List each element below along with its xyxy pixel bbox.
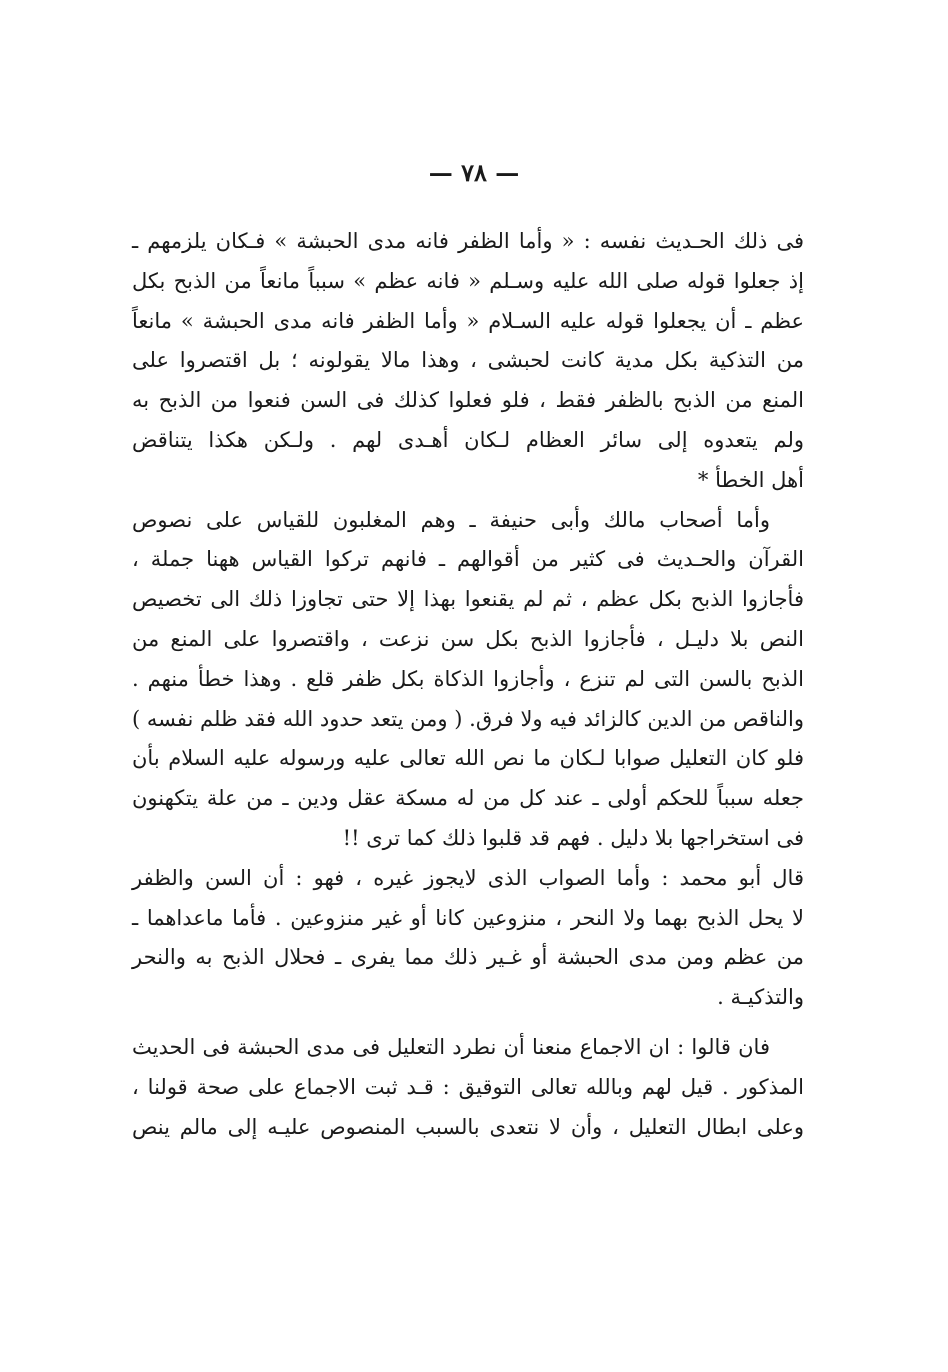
text-line: أهل الخطأ * — [697, 467, 804, 492]
text-line: من عظم ومن مدى الحبشة أو غـير ذلك مما يفرى ـ فحلال الذبح به والنحر — [132, 945, 804, 970]
text-line: فى استخراجها بلا دليل . فهم قد قلبوا ذلك كما ترى !! — [342, 825, 804, 850]
text-line: ولم يتعدوه إلى سائر العظام لـكان أهـدى لهم . ولـكن هكذا يتناقض — [132, 427, 804, 452]
text-line: فأجازوا الذبح بكل عظم ، ثم لم يقنعوا بهذا إلا حتى تجاوزا ذلك الى تخصيص — [132, 587, 804, 612]
text-line: الذبح بالسن التى لم تنزع ، وأجازوا الذكاة بكل ظفر قلع . وهذا خطأ منهم . — [132, 666, 804, 691]
text-line: قال أبو محمد : وأما الصواب الذى لايجوز غيره ، فهو : أن السن والظفر — [132, 865, 804, 890]
text-line: المنع من الذبح بالظفر فقط ، فلو فعلوا كذلك فى السن فنعوا من الذبح به — [132, 388, 804, 413]
paragraph-gap — [132, 1018, 804, 1028]
paragraph-4 — [132, 1028, 804, 1147]
paragraph-2 — [132, 501, 804, 859]
paragraph-3 — [132, 859, 804, 1018]
text-line: النص بلا دليـل ، فأجازوا الذبح بكل سن نزعت ، واقتصروا على المنع من — [132, 626, 804, 651]
text-line: فلو كان التعليل صوابا لـكان ما نص الله تعالى عليه ورسوله عليه السلام بأن — [132, 746, 804, 771]
text-line: وعلى ابطال التعليل ، وأن لا نتعدى بالسبب المنصوص عليـه إلى مالم ينص — [132, 1114, 804, 1139]
text-line: المذكور . قيل لهم وبالله تعالى التوقيق : قـد ثبت الاجماع على صحة قولنا ، — [132, 1074, 804, 1099]
text-line: من التذكية بكل مدية كانت لحبشى ، وهذا مالا يقولونه ؛ بل اقتصروا على — [132, 348, 804, 373]
page-number: — ٧٨ — — [428, 158, 520, 187]
text-line: فان قالوا : ان الاجماع منعنا أن نطرد التعليل فى مدى الحبشة فى الحديث — [132, 1034, 770, 1059]
body-text — [132, 222, 804, 1147]
text-line: إذ جعلوا قوله صلى الله عليه وسـلم « فانه عظم » سبباً مانعاً من الذبح بكل — [132, 268, 804, 293]
text-line: جعله سبباً للحكم أولى ـ عند كل من له مسكة عقل ودين ـ من علة يتكهنون — [132, 786, 804, 811]
text-line: القرآن والحـديث فى كثير من أقوالهم ـ فانهم تركوا القياس ههنا جملة ، — [132, 547, 804, 572]
text-line: لا يحل الذبح بهما ولا النحر ، منزوعين كانا أو غير منزوعين . فأما ماعداهما ـ — [132, 905, 804, 930]
text-line: فى ذلك الحـديث نفسه : « وأما الظفر فانه مدى الحبشة » فـكان يلزمهم ـ — [132, 229, 804, 253]
text-line: والناقص من الدين كالزائد فيه ولا فرق. ( ومن يتعد حدود الله فقد ظلم نفسه ) — [132, 706, 804, 731]
text-line: وأما أصحاب مالك وأبى حنيفة ـ وهم المغلبون للقياس على نصوص — [132, 507, 770, 532]
text-line: عظم ـ أن يجعلوا قوله عليه السـلام « وأما الظفر فانه مدى الحبشة » مانعاً — [132, 308, 804, 333]
text-line: والتذكيـة . — [717, 985, 804, 1010]
paragraph-1 — [132, 222, 804, 501]
